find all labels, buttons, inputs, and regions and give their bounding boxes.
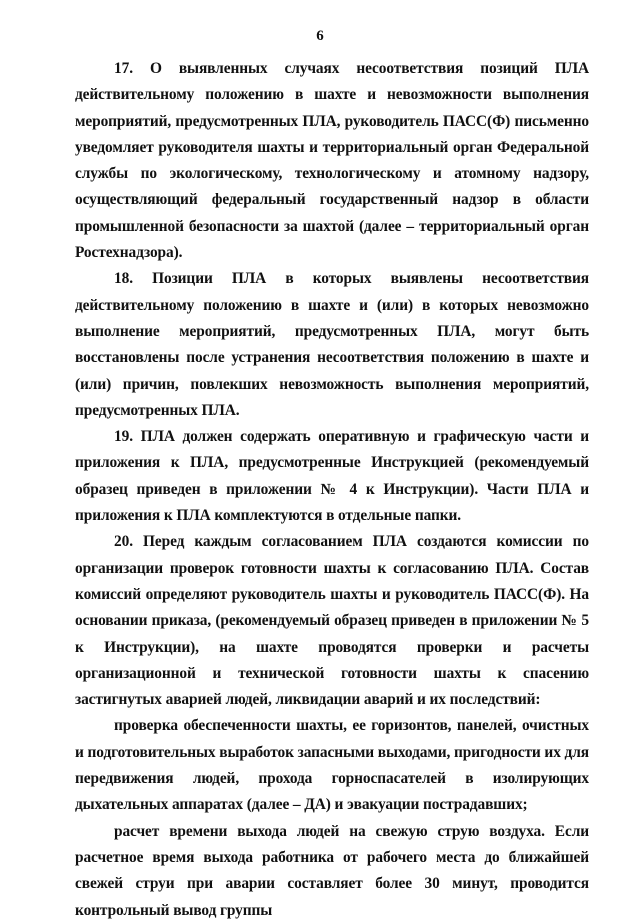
paragraph-17: 17. О выявленных случаях несоответствия позиций ПЛА действительному положению в шахте и невозможности выполнения мероприятий, предусмотренных ПЛА, руководитель ПАСС(Ф) письменно уведомляет руководителя шахты и территориальный орган Федеральной службы по экологическому, технологическому и атомному надзору, осуществляющий федеральный государственный надзор в области промышленной безопасности за шахтой (далее – территориальный орган Ростехнадзора). (75, 60, 589, 262)
document-body (75, 56, 589, 924)
paragraph-20-item-exits-check: проверка обеспеченности шахты, ее горизонтов, панелей, очистных и подготовительных выработок запасными выходами, пригодности их для передвижения людей, прохода горноспасателей в изолирующих дыхательных аппаратах (далее – ДА) и эвакуации пострадавших; (75, 717, 589, 814)
page-number: 6 (316, 28, 324, 44)
paragraph-20: 20. Перед каждым согласованием ПЛА создаются комиссии по организации проверок готовности шахты к согласованию ПЛА. Состав комиссий определяют руководитель шахты и руководитель ПАСС(Ф). На основании приказа, (рекомендуемый образец приведен в приложении № 5 к Инструкции), на шахте проводятся проверки и расчеты организационной и технической готовности шахты к спасению застигнутых аварией людей, ликвидации аварий и их последствий: (75, 533, 589, 709)
paragraph-18: 18. Позиции ПЛА в которых выявлены несоответствия действительному положению в шахте и (или) в которых невозможно выполнение мероприятий, предусмотренных ПЛА, могут быть восстановлены после устранения несоответствия положению в шахте и (или) причин, повлекших невозможность выполнения мероприятий, предусмотренных ПЛА. (75, 270, 589, 419)
paragraph-19: 19. ПЛА должен содержать оперативную и графическую части и приложения к ПЛА, предусмотренные Инструкцией (рекомендуемый образец приведен в приложении № 4 к Инструкции). Части ПЛА и приложения к ПЛА комплектуются в отдельные папки. (75, 428, 589, 525)
paragraph-20-item-exit-time: расчет времени выхода людей на свежую струю воздуха. Если расчетное время выхода работника от рабочего места до ближайшей свежей струи при аварии составляет более 30 минут, проводится контрольный вывод группы (75, 822, 589, 919)
